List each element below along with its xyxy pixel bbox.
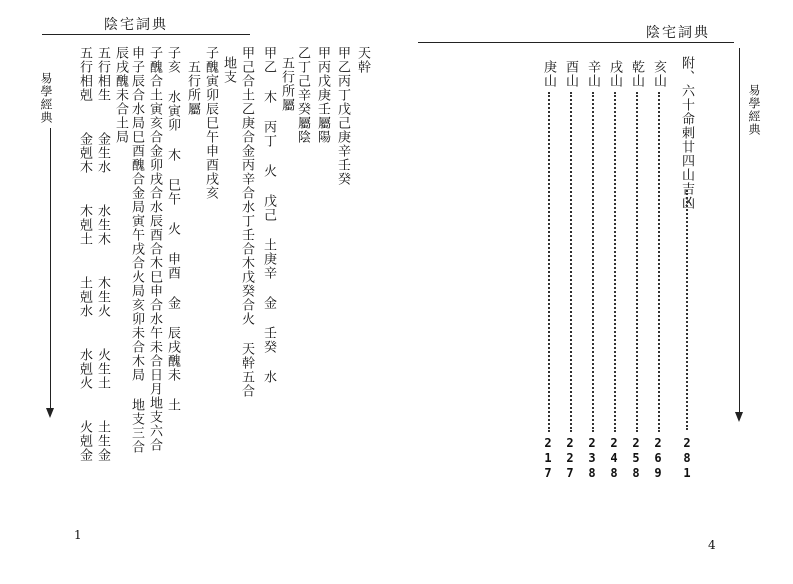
page-number: 1 (74, 528, 82, 542)
leader-dots (686, 190, 688, 430)
leader-dots (592, 92, 594, 432)
page-ref-number: 2 4 8 (610, 436, 618, 480)
list-item-label: 庚山 (541, 60, 556, 88)
text-column: 子亥 水寅卯 木 巳午 火 申酉 金 辰戌醜未 土 (165, 46, 180, 412)
leader-dots (548, 92, 550, 432)
header-rule (418, 42, 734, 43)
header-rule (42, 34, 250, 35)
text-column: 甲己合土乙庚合金丙辛合水丁壬合木戊癸合火 天幹五合 (239, 46, 254, 398)
margin-rule (50, 128, 51, 410)
page-ref-number: 2 2 7 (566, 436, 574, 480)
leader-dots (614, 92, 616, 432)
list-item-label: 戌山 (607, 60, 622, 88)
text-column: 辰戌醜未合土局 (113, 46, 128, 144)
text-column: 子醜合土寅亥合金卯戌合水辰酉合木巳申合水午未合日月地支六合 (147, 46, 162, 452)
list-title: 附、六十命剌廿四山吉凶 (679, 56, 694, 210)
down-arrow-icon (46, 408, 54, 418)
page-ref-number: 2 8 1 (683, 436, 691, 480)
text-column: 五行相生 金生水 水生木 木生火 火生土 土生金 (95, 46, 110, 462)
list-item-label: 亥山 (651, 60, 666, 88)
side-label: 易學經典 (39, 72, 53, 124)
text-column: 申子辰合水局巳酉醜合金局寅午戌合火局亥卯未合木局 地支三合 (129, 46, 144, 454)
leader-dots (658, 92, 660, 432)
page-ref-number: 2 6 9 (654, 436, 662, 480)
text-column: 地支 (221, 56, 236, 84)
text-column: 甲乙丙丁戊己庚辛壬癸 (335, 46, 350, 186)
text-column: 五行相剋 金剋木 木剋土 土剋水 水剋火 火剋金 (77, 46, 92, 462)
page-ref-number: 2 3 8 (588, 436, 596, 480)
side-label: 易學經典 (747, 84, 761, 136)
leader-dots (636, 92, 638, 432)
down-arrow-icon (735, 412, 743, 422)
list-item-label: 酉山 (563, 60, 578, 88)
margin-rule (739, 48, 740, 412)
text-column: 子醜寅卯辰巳午申酉戌亥 (203, 46, 218, 200)
page-header: 陰宅詞典 (646, 25, 710, 41)
text-column: 五行所屬 (185, 60, 200, 116)
text-column: 五行所屬 (279, 56, 294, 112)
page-ref-number: 2 1 7 (544, 436, 552, 480)
text-column: 甲乙 木 丙丁 火 戊己 土庚辛 金 壬癸 水 (261, 46, 276, 384)
page-ref-number: 2 5 8 (632, 436, 640, 480)
leader-dots (570, 92, 572, 432)
page-header: 陰宅詞典 (104, 17, 168, 33)
text-column: 天幹 (355, 46, 370, 74)
list-item-label: 乾山 (629, 60, 644, 88)
page-number: 4 (708, 538, 716, 552)
left-page (0, 0, 396, 584)
text-column: 甲丙戊庚壬屬陽 (315, 46, 330, 144)
list-item-label: 辛山 (585, 60, 600, 88)
right-page (396, 0, 793, 584)
text-column: 乙丁己辛癸屬陰 (295, 46, 310, 144)
